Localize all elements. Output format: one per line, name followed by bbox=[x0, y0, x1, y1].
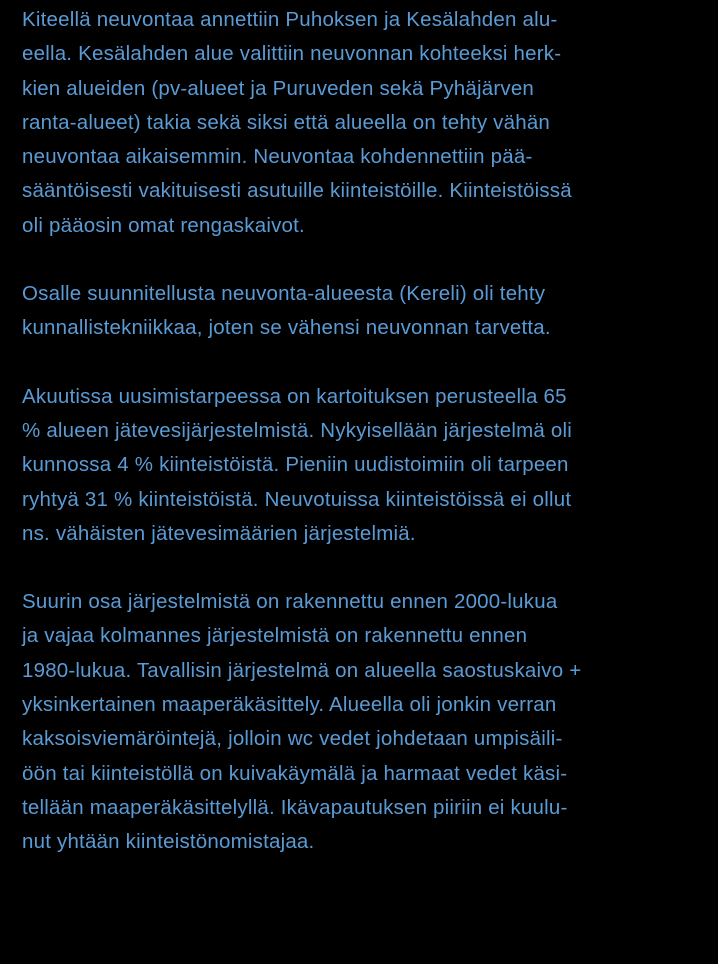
text-line: Osalle suunnitellusta neuvonta-alueesta (Kereli) oli tehty bbox=[22, 282, 546, 306]
text-line: % alueen jätevesijärjestelmistä. Nykyisellään järjestelmä oli bbox=[22, 418, 572, 442]
text-line: kunnallistekniikkaa, joten se vähensi neuvonnan tarvetta. bbox=[22, 316, 551, 340]
text-line: ryhtyä 31 % kiinteistöistä. Neuvotuissa kiinteistöissä ei ollut bbox=[22, 487, 572, 511]
text-line: ns. vähäisten jätevesimäärien järjestelmiä. bbox=[22, 521, 416, 545]
text-line: neuvontaa aikaisemmin. Neuvontaa kohdennettiin pää- bbox=[22, 145, 533, 169]
text-line: oli pääosin omat rengaskaivot. bbox=[22, 213, 305, 237]
text-line: sääntöisesti vakituisesti asutuille kiinteistöille. Kiinteistöissä bbox=[22, 179, 572, 203]
text-column bbox=[22, 3, 712, 860]
paragraph-spacer bbox=[22, 243, 712, 277]
paragraph-4 bbox=[22, 585, 712, 859]
text-line: kaksoisviemäröintejä, jolloin wc vedet johdetaan umpisäili- bbox=[22, 727, 563, 751]
text-line: 1980-lukua. Tavallisin järjestelmä on alueella saostuskaivo + bbox=[22, 658, 582, 682]
text-line: kien alueiden (pv-alueet ja Puruveden sekä Pyhäjärven bbox=[22, 76, 535, 100]
text-line: Suurin osa järjestelmistä on rakennettu ennen 2000-lukua bbox=[22, 590, 558, 614]
paragraph-1 bbox=[22, 3, 712, 243]
text-line: tellään maaperäkäsittelyllä. Ikävapautuksen piiriin ei kuulu- bbox=[22, 795, 568, 819]
paragraph-spacer bbox=[22, 346, 712, 380]
text-line: kunnossa 4 % kiinteistöistä. Pieniin uudistoimiin oli tarpeen bbox=[22, 453, 569, 477]
text-line: Kiteellä neuvontaa annettiin Puhoksen ja Kesälahden alu- bbox=[22, 8, 558, 31]
paragraph-spacer bbox=[22, 551, 712, 585]
paragraph-2 bbox=[22, 277, 712, 346]
text-line: nut yhtään kiinteistönomistajaa. bbox=[22, 830, 315, 854]
text-line: Akuutissa uusimistarpeessa on kartoituksen perusteella 65 bbox=[22, 384, 567, 408]
text-line: yksinkertainen maaperäkäsittely. Alueella oli jonkin verran bbox=[22, 693, 557, 717]
text-line: eella. Kesälahden alue valittiin neuvonnan kohteeksi herk- bbox=[22, 42, 562, 66]
text-line: öön tai kiinteistöllä on kuivakäymälä ja harmaat vedet käsi- bbox=[22, 761, 568, 785]
paragraph-3 bbox=[22, 380, 712, 551]
text-line: ja vajaa kolmannes järjestelmistä on rakennettu ennen bbox=[22, 624, 528, 648]
text-line: ranta-alueet) takia sekä siksi että alueella on tehty vähän bbox=[22, 110, 551, 134]
